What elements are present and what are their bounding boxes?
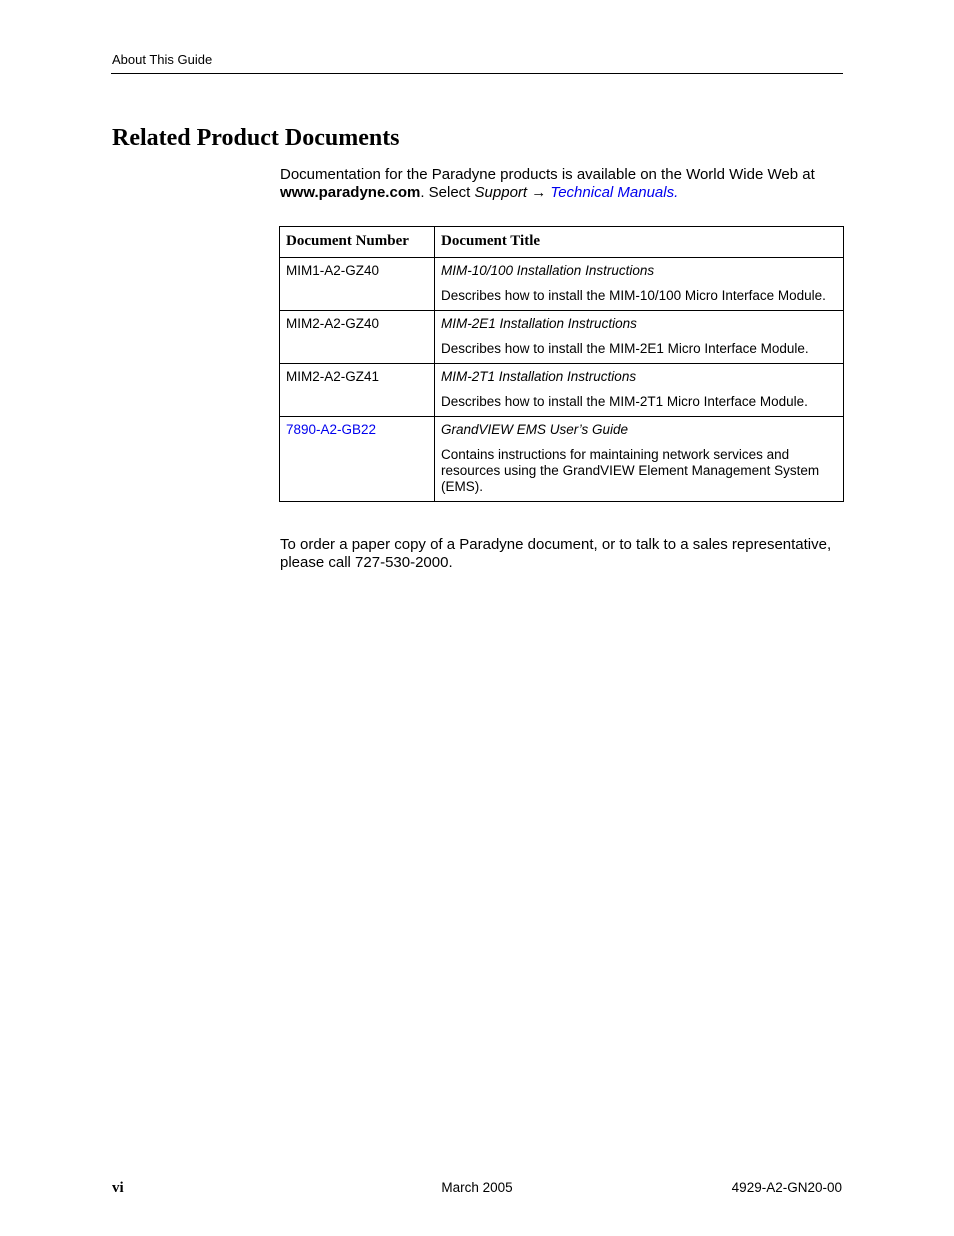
document-number: MIM1-A2-GZ40 [280,258,435,311]
support-menu-text: Support [474,184,528,201]
table-header-row [280,227,844,258]
table-row [280,258,844,311]
arrow-icon: → [531,184,547,201]
document-title-cell [435,364,844,417]
order-paragraph: To order a paper copy of a Paradyne document, or to talk to a sales representative, please call 727-530-2000. [280,536,832,571]
document-title: GrandVIEW EMS User’s Guide [441,422,629,437]
table-row [280,311,844,364]
intro-select-text: . Select [420,184,475,201]
intro-paragraph [280,166,845,202]
header-rule [111,73,843,74]
document-title: MIM-2T1 Installation Instructions [441,369,637,384]
column-header-document-number: Document Number [280,227,435,258]
document-title-cell [435,311,844,364]
page-title: Related Product Documents [112,125,400,151]
document-title: MIM-2E1 Installation Instructions [441,316,637,331]
technical-manuals-link[interactable]: Technical Manuals. [550,184,679,201]
document-description: Describes how to install the MIM-2E1 Micro Interface Module. [441,341,809,356]
document-title-cell [435,417,844,502]
document-title-cell [435,258,844,311]
document-number-cell [280,417,435,502]
footer-document-number: 4929-A2-GN20-00 [731,1180,842,1195]
table-row [280,417,844,502]
table-row [280,364,844,417]
column-header-document-title: Document Title [435,227,844,258]
footer-page-number: vi [112,1180,124,1196]
document-title: MIM-10/100 Installation Instructions [441,263,655,278]
document-number: MIM2-A2-GZ41 [280,364,435,417]
website-url: www.paradyne.com [280,184,421,201]
document-description: Describes how to install the MIM-2T1 Micro Interface Module. [441,394,808,409]
document-number-link[interactable]: 7890-A2-GB22 [286,422,377,437]
running-header: About This Guide [112,52,213,67]
intro-text: Documentation for the Paradyne products is available on the World Wide Web at [280,166,815,183]
document-description: Contains instructions for maintaining network services and resources using the GrandVIEW Element Management System (EMS). [441,447,820,494]
document-number: MIM2-A2-GZ40 [280,311,435,364]
document-description: Describes how to install the MIM-10/100 Micro Interface Module. [441,288,826,303]
footer-date: March 2005 [441,1180,513,1195]
related-documents-table [279,226,844,502]
